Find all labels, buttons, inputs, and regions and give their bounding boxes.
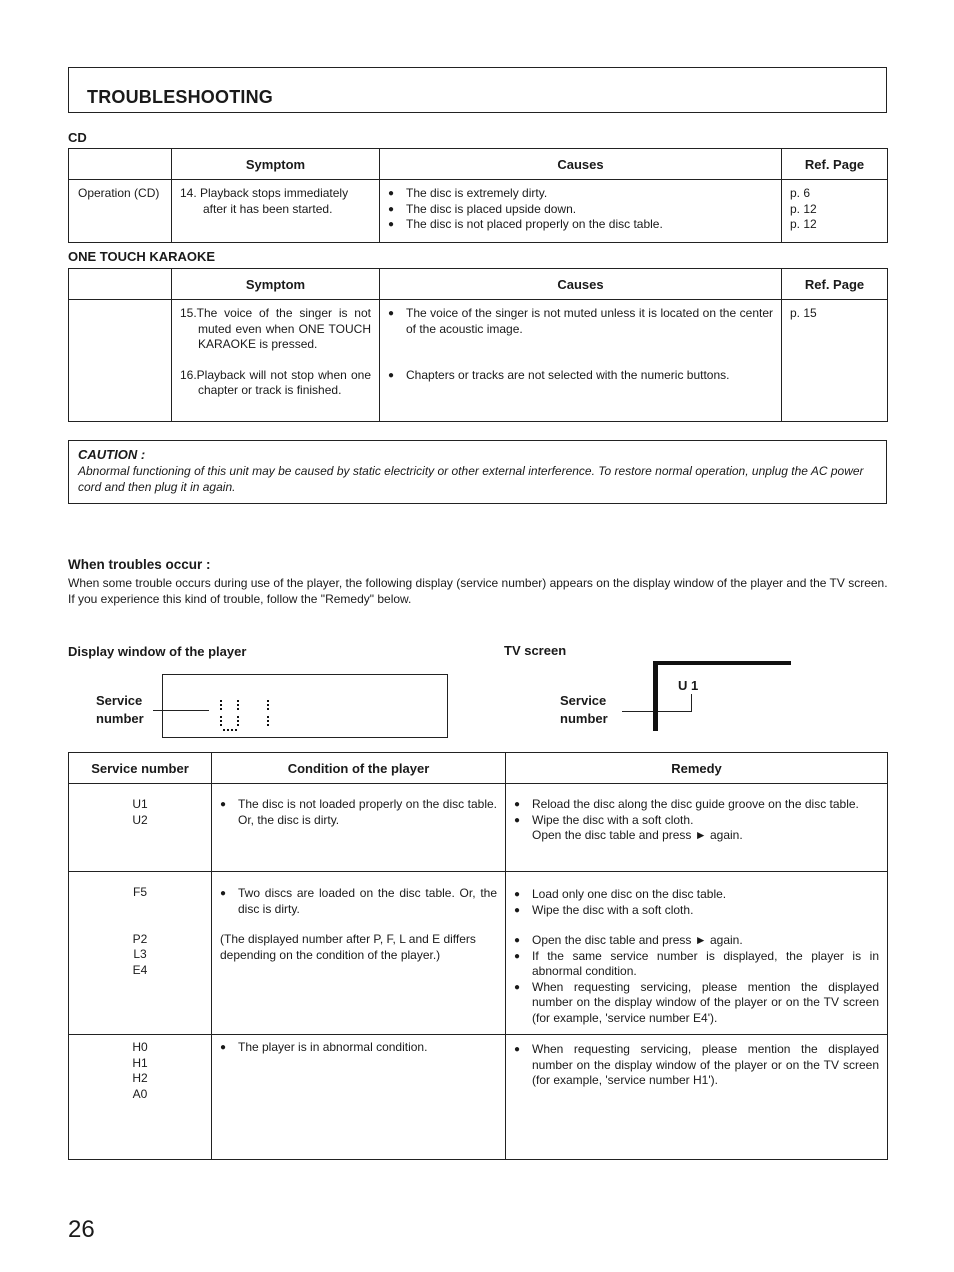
karaoke-ref: p. 15 xyxy=(782,300,888,422)
karaoke-table xyxy=(68,268,888,422)
cd-cause-item: ● The disc is not placed properly on the disc table. xyxy=(388,217,773,233)
service-code: E4 xyxy=(132,962,148,977)
karaoke-symptom-15: 15.The voice of the singer is not muted even when ONE TOUCH KARAOKE is pressed. xyxy=(180,306,371,351)
row2-condition-note: (The displayed number after P, F, L and E differs depending on the condition of the player.) xyxy=(220,932,476,962)
karaoke-cause-15: ● The voice of the singer is not muted unless it is located on the center of the acoustic image. xyxy=(388,306,773,337)
karaoke-section-label: ONE TOUCH KARAOKE xyxy=(68,249,216,264)
row2-remedy-item: ● When requesting servicing, please mention the displayed number on the display window of the player or on the TV screen (for example, 'service number E4'). xyxy=(514,980,879,1027)
cd-symptom: 14. Playback stops immediately after it has been started. xyxy=(180,186,349,216)
karaoke-header-symptom: Symptom xyxy=(172,269,380,300)
cd-ref: p. 6 xyxy=(790,186,811,200)
row1-remedy-item: ● Wipe the disc with a soft cloth. xyxy=(514,813,879,829)
service-header-condition: Condition of the player xyxy=(212,753,506,784)
cd-symptom-cell xyxy=(172,180,380,243)
row1-numbers xyxy=(69,784,212,872)
service-code: P2 xyxy=(132,931,148,946)
row2-remedy-item: ● Open the disc table and press ► again. xyxy=(514,933,879,949)
cd-header-blank xyxy=(69,149,172,180)
caution-box xyxy=(68,440,887,504)
display-service-line2: number xyxy=(96,711,144,726)
tv-service-line2: number xyxy=(560,711,608,726)
cd-table xyxy=(68,148,888,243)
row1-condition-cell xyxy=(212,784,506,872)
service-header-number: Service number xyxy=(69,753,212,784)
row2-remedy-cell xyxy=(506,872,888,1035)
display-window-label: Display window of the player xyxy=(68,644,247,659)
karaoke-symptom-16: 16.Playback will not stop when one chapter or track is finished. xyxy=(180,367,371,397)
cd-header-causes: Causes xyxy=(380,149,782,180)
row1-remedy-item: ● Reload the disc along the disc guide groove on the disc table. xyxy=(514,797,879,813)
seven-segment-display-icon xyxy=(210,696,280,736)
cd-cause-item: ● The disc is extremely dirty. xyxy=(388,186,773,202)
row3-condition-cell xyxy=(212,1035,506,1160)
karaoke-cause-16: ● Chapters or tracks are not selected with the numeric buttons. xyxy=(388,368,773,384)
display-service-line1: Service xyxy=(96,693,143,708)
row2-remedy-item: ● Wipe the disc with a soft cloth. xyxy=(514,903,879,919)
service-header-remedy: Remedy xyxy=(506,753,888,784)
when-troubles-title: When troubles occur : xyxy=(68,557,211,572)
row2-remedy-item: ● Load only one disc on the disc table. xyxy=(514,887,879,903)
cd-ref: p. 12 xyxy=(790,201,817,216)
row2-condition-cell xyxy=(212,872,506,1035)
title-box xyxy=(68,67,887,113)
cd-header-symptom: Symptom xyxy=(172,149,380,180)
karaoke-symptom-cell xyxy=(172,300,380,422)
cd-ref-cell xyxy=(782,180,888,243)
service-code: U2 xyxy=(132,812,148,827)
cd-header-ref: Ref. Page xyxy=(782,149,888,180)
service-code: H2 xyxy=(132,1071,148,1085)
cd-ref: p. 12 xyxy=(790,217,817,231)
karaoke-header-ref: Ref. Page xyxy=(782,269,888,300)
row1-remedy-cell xyxy=(506,784,888,872)
row3-condition: ● The player is in abnormal condition. xyxy=(220,1040,497,1056)
tv-service-label xyxy=(560,692,608,728)
service-code: H0 xyxy=(132,1040,148,1054)
service-table xyxy=(68,752,888,1160)
row3-numbers xyxy=(69,1035,212,1160)
service-code: L3 xyxy=(133,947,147,961)
tv-screen-label: TV screen xyxy=(504,643,567,658)
page-number: 26 xyxy=(68,1216,95,1243)
row1-remedy-extra: Open the disc table and press ► again. xyxy=(532,828,743,842)
service-code: F5 xyxy=(132,885,147,899)
tv-leader-tick xyxy=(691,694,692,712)
tv-service-line1: Service xyxy=(560,693,607,708)
service-code: A0 xyxy=(132,1086,148,1101)
row2-remedy-item: ● If the same service number is displayed, the player is in abnormal condition. xyxy=(514,949,879,980)
cd-cause-item: ● The disc is placed upside down. xyxy=(388,202,773,218)
caution-text: Abnormal functioning of this unit may be caused by static electricity or other external interference. To restore normal operation, unplug the AC power cord and then plug it in again. xyxy=(78,464,864,494)
row2-condition: ● Two discs are loaded on the disc table. Or, the disc is dirty. xyxy=(220,886,497,917)
row1-condition: ● The disc is not loaded properly on the disc table. Or, the disc is dirty. xyxy=(220,797,497,828)
caution-title: CAUTION : xyxy=(78,447,146,462)
cd-causes-cell xyxy=(380,180,782,243)
display-service-label xyxy=(96,692,144,728)
page-title: TROUBLESHOOTING xyxy=(87,87,273,107)
karaoke-category xyxy=(69,300,172,422)
karaoke-causes-cell xyxy=(380,300,782,422)
karaoke-header-causes: Causes xyxy=(380,269,782,300)
cd-section-label: CD xyxy=(68,130,87,145)
tv-service-code: U 1 xyxy=(678,678,699,693)
karaoke-header-blank xyxy=(69,269,172,300)
when-troubles-text: When some trouble occurs during use of the player, the following display (service number) appears on the display window of the player and the TV screen. If you experience this kind of trouble, follow the "Remedy" below. xyxy=(68,576,888,606)
service-code: U1 xyxy=(132,797,148,811)
row3-remedy-cell xyxy=(506,1035,888,1160)
display-window xyxy=(162,674,448,738)
service-code: H1 xyxy=(132,1055,148,1070)
cd-category: Operation (CD) xyxy=(69,180,172,243)
tv-screen-top-edge xyxy=(653,661,791,665)
tv-screen-left-edge xyxy=(653,661,658,731)
row3-remedy: ● When requesting servicing, please mention the displayed number on the display window of the player or on the TV screen (for example, 'service number H1'). xyxy=(514,1042,879,1089)
row2-numbers xyxy=(69,872,212,1035)
